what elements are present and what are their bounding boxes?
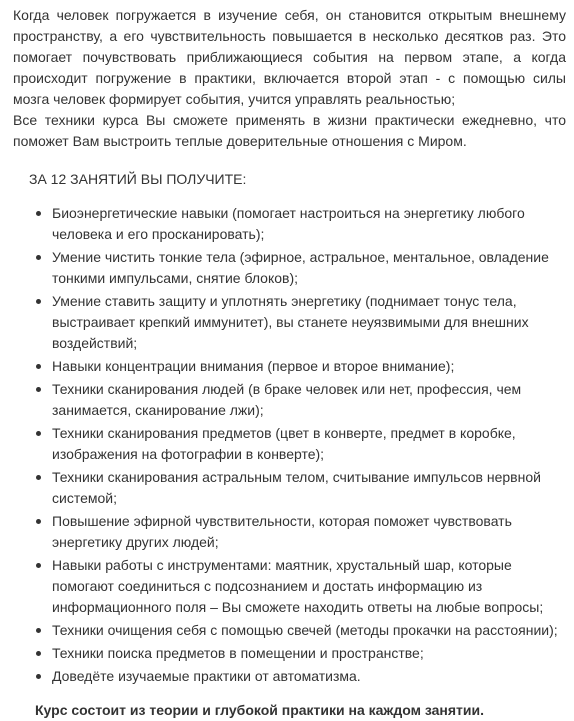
bullet-icon [36,628,41,633]
list-item [13,203,566,245]
benefits-heading: ЗА 12 ЗАНЯТИЙ ВЫ ПОЛУЧИТЕ: [29,171,247,187]
list-item-text: Техники очищения себя с помощью свечей (методы прокачки на расстоянии); [52,622,558,638]
list-item-text: Доведёте изучаемые практики от автоматизма. [52,668,361,684]
list-item-text: Навыки работы с инструментами: маятник, хрустальный шар, которые помогают соединиться с подсознанием и достать информацию из информационного поля – Вы сможете находить ответы на любые вопросы; [52,557,544,615]
list-item-text: Техники сканирования людей (в браке человек или нет, профессия, чем занимается, сканирование лжи); [52,381,522,418]
list-item [13,555,566,618]
list-item-text: Техники поиска предметов в помещении и пространстве; [52,645,424,661]
bullet-icon [36,364,41,369]
list-item [13,643,566,664]
list-item [13,511,566,553]
intro-paragraph: Все техники курса Вы сможете применять в жизни практически ежедневно, что поможет Вам выстроить теплые доверительные отношения с Миром. [13,112,566,149]
bullet-icon [36,651,41,656]
list-item [13,467,566,509]
list-item [13,620,566,641]
list-item-text: Навыки концентрации внимания (первое и второе внимание); [52,358,455,374]
bullet-icon [36,431,41,436]
bullet-icon [36,387,41,392]
list-item [13,379,566,421]
list-item-text: Умение ставить защиту и уплотнять энергетику (поднимает тонус тела, выстраивает крепкий иммунитет), вы станете неуязвимыми для внешних воздействий; [52,293,529,351]
list-item-text: Повышение эфирной чувствительности, которая поможет чувствовать энергетику других людей; [52,513,512,550]
intro-text [13,5,566,152]
benefits-list [13,203,566,687]
list-item-text: Техники сканирования астральным телом, считывание импульсов нервной системой; [52,469,541,506]
list-item [13,666,566,687]
intro-paragraph: Когда человек погружается в изучение себя, он становится открытым внешнему пространству, а его чувствительность повышается в несколько десятков раз. Это помогает почувствовать приближающиеся события на первом этапе, а когда происходит погружение в практики, включается второй этап - с помощью силы мозга человек формирует события, учится управлять реальностью; [13,7,566,107]
list-item [13,291,566,354]
article-content [13,5,566,721]
course-summary: Курс состоит из теории и глубокой практики на каждом занятии. [35,702,484,718]
bullet-icon [36,519,41,524]
bullet-icon [36,255,41,260]
list-item [13,356,566,377]
bullet-icon [36,475,41,480]
list-item-text: Умение чистить тонкие тела (эфирное, астральное, ментальное, овладение тонкими импульсами, снятие блоков); [52,249,549,286]
bullet-icon [36,674,41,679]
list-item [13,247,566,289]
bullet-icon [36,211,41,216]
list-item [13,423,566,465]
bullet-icon [36,563,41,568]
bullet-icon [36,299,41,304]
list-item-text: Техники сканирования предметов (цвет в конверте, предмет в коробке, изображения на фотографии в конверте); [52,425,516,462]
list-item-text: Биоэнергетические навыки (помогает настроиться на энергетику любого человека и его просканировать); [52,205,525,242]
